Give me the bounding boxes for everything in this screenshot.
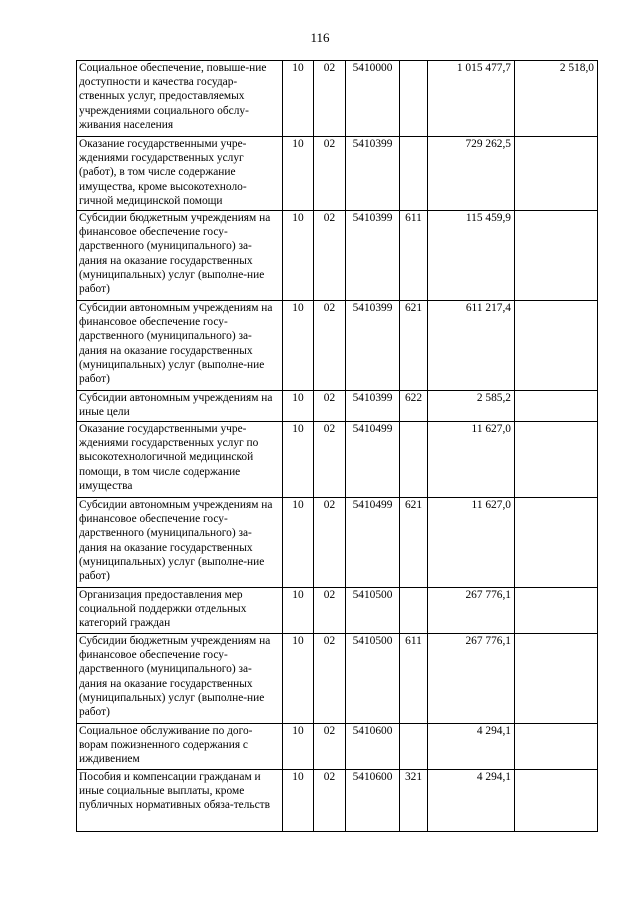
row-expense-type: 621 (400, 301, 428, 391)
row-amount-1: 11 627,0 (428, 498, 515, 588)
row-amount-2 (515, 588, 598, 634)
budget-table (76, 60, 598, 832)
row-amount-2 (515, 301, 598, 391)
table-row (77, 391, 598, 422)
row-amount-1: 115 459,9 (428, 211, 515, 301)
row-target-article: 5410399 (346, 211, 400, 301)
page-number: 116 (310, 30, 330, 45)
row-target-article: 5410499 (346, 498, 400, 588)
row-section: 10 (283, 634, 314, 724)
table-row (77, 211, 598, 301)
row-expense-type: 321 (400, 770, 428, 832)
row-section: 10 (283, 588, 314, 634)
row-section: 10 (283, 391, 314, 422)
row-subsection: 02 (314, 770, 346, 832)
row-amount-2 (515, 634, 598, 724)
row-expense-type (400, 724, 428, 770)
row-name: Оказание государственными учре-ждениями государственных услуг (работ), в том числе содержание имущества, кроме высокотехноло-гичной медицинской помощи (77, 137, 283, 211)
row-amount-1: 2 585,2 (428, 391, 515, 422)
row-target-article: 5410500 (346, 634, 400, 724)
row-name: Организация предоставления мер социальной поддержки отдельных категорий граждан (77, 588, 283, 634)
row-subsection: 02 (314, 724, 346, 770)
row-expense-type (400, 137, 428, 211)
row-target-article: 5410500 (346, 588, 400, 634)
row-name: Субсидии автономным учреждениям на финансовое обеспечение госу-дарственного (муниципального) за-дания на оказание государственных (муниципальных) услуг (выполне-ние работ) (77, 498, 283, 588)
row-expense-type: 611 (400, 634, 428, 724)
row-section: 10 (283, 301, 314, 391)
table-row (77, 724, 598, 770)
row-amount-1: 611 217,4 (428, 301, 515, 391)
row-subsection: 02 (314, 137, 346, 211)
row-amount-2: 2 518,0 (515, 61, 598, 137)
table-row (77, 498, 598, 588)
row-amount-2 (515, 422, 598, 498)
row-subsection: 02 (314, 588, 346, 634)
row-name: Пособия и компенсации гражданам и иные социальные выплаты, кроме публичных нормативных обяза-тельств (77, 770, 283, 832)
row-expense-type (400, 61, 428, 137)
row-target-article: 5410499 (346, 422, 400, 498)
row-subsection: 02 (314, 391, 346, 422)
row-section: 10 (283, 61, 314, 137)
row-amount-2 (515, 211, 598, 301)
row-amount-2 (515, 498, 598, 588)
row-section: 10 (283, 724, 314, 770)
row-section: 10 (283, 211, 314, 301)
row-name: Субсидии автономным учреждениям на иные цели (77, 391, 283, 422)
row-name: Социальное обслуживание по дого-ворам пожизненного содержания с иждивением (77, 724, 283, 770)
row-target-article: 5410600 (346, 724, 400, 770)
row-target-article: 5410399 (346, 137, 400, 211)
row-subsection: 02 (314, 422, 346, 498)
row-expense-type: 621 (400, 498, 428, 588)
row-amount-1: 1 015 477,7 (428, 61, 515, 137)
row-expense-type (400, 422, 428, 498)
row-amount-1: 4 294,1 (428, 724, 515, 770)
budget-table-body (77, 61, 598, 832)
row-name: Оказание государственными учре-ждениями государственных услуг по высокотехнологичной медицинской помощи, в том числе содержание имущества (77, 422, 283, 498)
row-section: 10 (283, 770, 314, 832)
table-row (77, 588, 598, 634)
row-subsection: 02 (314, 211, 346, 301)
row-name: Социальное обеспечение, повыше-ние доступности и качества государ-ственных услуг, предоставляемых учреждениями социального обслу-живания населения (77, 61, 283, 137)
table-row (77, 137, 598, 211)
row-expense-type (400, 588, 428, 634)
table-row (77, 301, 598, 391)
row-name: Субсидии бюджетным учреждениям на финансовое обеспечение госу-дарственного (муниципального) за-дания на оказание государственных (муниципальных) услуг (выполне-ние работ) (77, 634, 283, 724)
table-row (77, 634, 598, 724)
row-amount-2 (515, 724, 598, 770)
row-subsection: 02 (314, 301, 346, 391)
row-expense-type: 611 (400, 211, 428, 301)
table-row (77, 770, 598, 832)
row-amount-1: 267 776,1 (428, 634, 515, 724)
row-section: 10 (283, 137, 314, 211)
row-target-article: 5410000 (346, 61, 400, 137)
table-row (77, 422, 598, 498)
row-subsection: 02 (314, 498, 346, 588)
row-target-article: 5410399 (346, 391, 400, 422)
row-amount-2 (515, 391, 598, 422)
table-row (77, 61, 598, 137)
row-amount-1: 4 294,1 (428, 770, 515, 832)
row-section: 10 (283, 422, 314, 498)
row-amount-2 (515, 137, 598, 211)
row-name: Субсидии бюджетным учреждениям на финансовое обеспечение госу-дарственного (муниципального) за-дания на оказание государственных (муниципальных) услуг (выполне-ние работ) (77, 211, 283, 301)
row-subsection: 02 (314, 634, 346, 724)
row-target-article: 5410399 (346, 301, 400, 391)
row-amount-2 (515, 770, 598, 832)
row-amount-1: 729 262,5 (428, 137, 515, 211)
row-target-article: 5410600 (346, 770, 400, 832)
row-amount-1: 11 627,0 (428, 422, 515, 498)
row-section: 10 (283, 498, 314, 588)
row-name: Субсидии автономным учреждениям на финансовое обеспечение госу-дарственного (муниципального) за-дания на оказание государственных (муниципальных) услуг (выполне-ние работ) (77, 301, 283, 391)
row-amount-1: 267 776,1 (428, 588, 515, 634)
row-subsection: 02 (314, 61, 346, 137)
row-expense-type: 622 (400, 391, 428, 422)
